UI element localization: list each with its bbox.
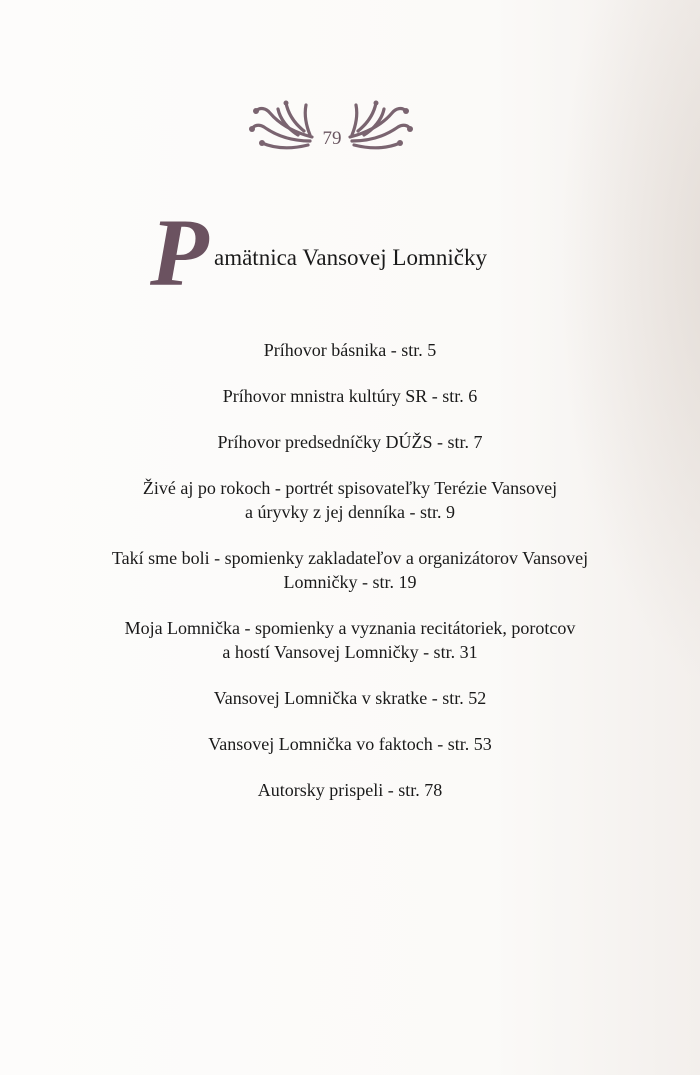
toc-entry xyxy=(40,476,660,524)
title-text: amätnica Vansovej Lomničky xyxy=(214,245,487,270)
toc-entry-line: Moja Lomnička - spomienky a vyznania recitátoriek, porotcov xyxy=(124,618,576,638)
toc-entry xyxy=(40,430,660,454)
toc-entry-line: Príhovor predsedníčky DÚŽS - str. 7 xyxy=(217,432,483,452)
toc-entry xyxy=(40,384,660,408)
table-of-contents xyxy=(40,338,660,824)
toc-entry-line: Autorsky prispeli - str. 78 xyxy=(257,780,443,800)
toc-entry xyxy=(40,778,660,802)
toc-entry-line: Príhovor básnika - str. 5 xyxy=(263,340,437,360)
title-drop-cap: P xyxy=(150,199,209,306)
toc-entry xyxy=(40,732,660,756)
page-title xyxy=(150,199,570,306)
toc-entry-line: Vansovej Lomnička vo faktoch - str. 53 xyxy=(208,734,492,754)
toc-entry-line: Takí sme boli - spomienky zakladateľov a organizátorov Vansovej xyxy=(111,548,589,568)
toc-entry-line: a hostí Vansovej Lomničky - str. 31 xyxy=(222,642,478,662)
toc-entry xyxy=(40,338,660,362)
toc-entry-line: Živé aj po rokoch - portrét spisovateľky Terézie Vansovej xyxy=(142,478,558,498)
toc-entry xyxy=(40,686,660,710)
toc-entry xyxy=(40,616,660,664)
page-number: 79 xyxy=(322,128,342,149)
toc-entry xyxy=(40,546,660,594)
toc-entry-line: Vansovej Lomnička v skratke - str. 52 xyxy=(213,688,487,708)
toc-entry-line: a úryvky z jej denníka - str. 9 xyxy=(245,502,455,522)
toc-entry-line: Lomničky - str. 19 xyxy=(283,572,417,592)
toc-entry-line: Príhovor mnistra kultúry SR - str. 6 xyxy=(222,386,478,406)
